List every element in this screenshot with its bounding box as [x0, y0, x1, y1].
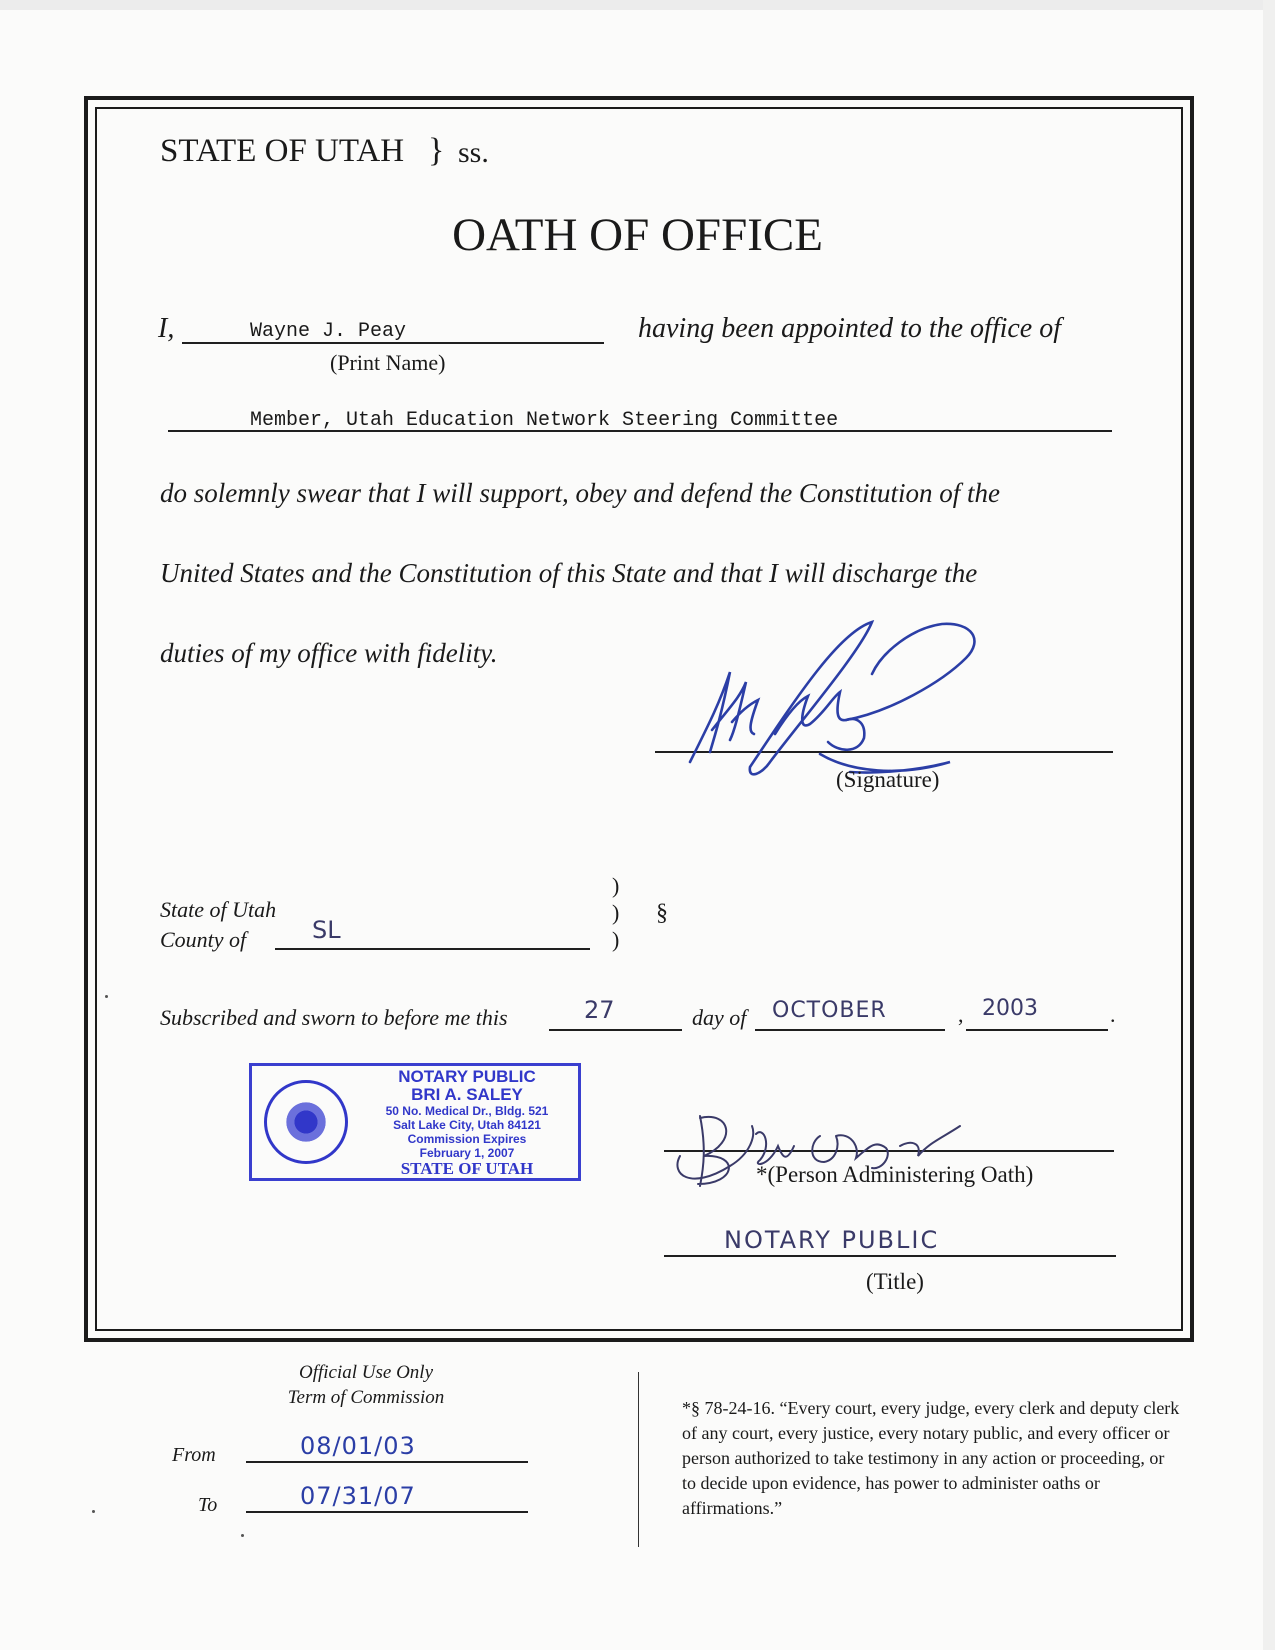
- oath-line-2: United States and the Constitution of this State and that I will discharge the: [160, 558, 978, 588]
- scan-speck: [92, 1510, 95, 1513]
- from-label: From: [172, 1444, 216, 1466]
- county-line: [275, 948, 590, 950]
- title-line: [664, 1255, 1116, 1257]
- year-line: [966, 1029, 1108, 1031]
- ss-brace: }: [428, 132, 445, 169]
- state-seal-icon: [264, 1080, 348, 1164]
- stamp-line-3: 50 No. Medical Dr., Bldg. 521: [385, 1104, 549, 1118]
- oath-prefix: I,: [158, 313, 175, 344]
- county-value: SL: [312, 916, 341, 944]
- stamp-line-4: Salt Lake City, Utah 84121: [393, 1118, 541, 1132]
- title-caption: (Title): [866, 1269, 924, 1294]
- print-name-caption: (Print Name): [330, 350, 446, 375]
- footer-divider: [638, 1372, 639, 1547]
- signature-caption: (Signature): [836, 767, 940, 792]
- from-value: 08/01/03: [300, 1432, 416, 1460]
- state-heading: STATE OF UTAH: [160, 133, 405, 169]
- page-top-edge: [0, 0, 1275, 10]
- stamp-line-5: Commission Expires: [407, 1132, 527, 1146]
- paren-1: ): [612, 873, 620, 898]
- print-name-value: Wayne J. Peay: [250, 320, 407, 343]
- scan-speck: [105, 995, 108, 998]
- title-value: NOTARY PUBLIC: [724, 1226, 940, 1254]
- month-value: OCTOBER: [772, 998, 887, 1023]
- to-value: 07/31/07: [300, 1482, 416, 1510]
- stamp-line-2: BRI A. SALEY: [411, 1085, 523, 1104]
- stamp-line-7: STATE OF UTAH: [400, 1159, 534, 1178]
- to-label: To: [198, 1494, 218, 1516]
- day-line: [549, 1029, 682, 1031]
- oath-line-1: do solemnly swear that I will support, obey and defend the Constitution of the: [160, 478, 1000, 508]
- county-label: County of: [160, 927, 247, 952]
- stamp-line-1: NOTARY PUBLIC: [398, 1067, 536, 1086]
- section-symbol: §: [656, 900, 668, 926]
- state-of-utah-label: State of Utah: [160, 897, 277, 922]
- period: .: [1110, 1002, 1116, 1027]
- year-value: 2003: [982, 996, 1038, 1021]
- paren-3: ): [612, 927, 620, 952]
- document-title: OATH OF OFFICE: [452, 209, 823, 261]
- appointed-text: having been appointed to the office of: [638, 313, 1062, 344]
- to-line: [246, 1511, 528, 1513]
- sworn-text: Subscribed and sworn to before me this: [160, 1005, 508, 1030]
- paren-2: ): [612, 900, 620, 925]
- ss-label: ss.: [458, 136, 489, 169]
- month-line: [755, 1029, 945, 1031]
- comma: ,: [958, 1002, 964, 1027]
- stamp-text: [356, 1068, 578, 1178]
- day-value: 27: [584, 996, 615, 1024]
- day-of-label: day of: [692, 1005, 747, 1030]
- administrator-caption: *(Person Administering Oath): [756, 1162, 1034, 1187]
- term-of-commission-heading: Term of Commission: [287, 1387, 445, 1408]
- official-use-heading: Official Use Only: [298, 1362, 434, 1383]
- scan-speck: [241, 1534, 244, 1537]
- statute-note: *§ 78-24-16. “Every court, every judge, every clerk and deputy clerk of any court, every justice, every notary public, and every officer or person authorized to take testimony in any action or proceeding, or to decide upon evidence, has power to administer oaths or affirmations.”: [682, 1398, 1180, 1518]
- notary-stamp: [249, 1063, 581, 1181]
- office-value: Member, Utah Education Network Steering Committee: [250, 409, 839, 432]
- oath-line-3: duties of my office with fidelity.: [160, 638, 498, 668]
- stamp-line-6: February 1, 2007: [419, 1146, 515, 1160]
- from-line: [246, 1461, 528, 1463]
